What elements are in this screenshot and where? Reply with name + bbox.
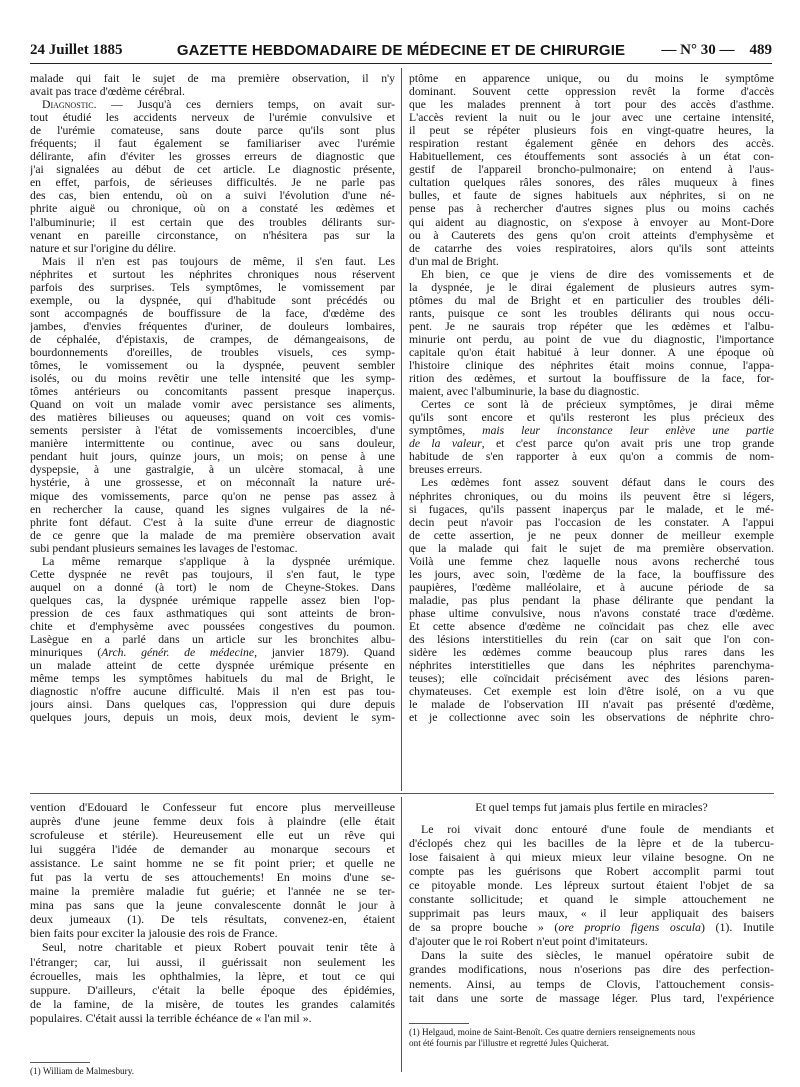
text-line: diagnostic n'offre aucune difficulté. Mais il n'en est pas tou-: [30, 685, 395, 699]
text-line: si fugaces, qu'ils passent inaperçus par le malade, et le mé-: [409, 502, 774, 516]
text-line: rants, puisque ce sont les troubles délirants qui nous occu-: [409, 306, 774, 320]
text-line: de céphalée, d'épistaxis, de crampes, de démangeaisons, de: [30, 332, 395, 346]
text-line: lose faisaient à qui mieux mieux leur vilaine besogne. On ne: [409, 850, 774, 865]
text-line: d'un mal de Bright.: [409, 254, 499, 268]
text-line: populaires. C'était aussi la terrible échéance de « l'an mil ».: [30, 1010, 312, 1025]
text-line: mique des vomissements, parce qu'on ne pense pas assez à: [30, 489, 395, 503]
text-line: Le roi vivait donc entouré d'une foule de mendiants et: [421, 822, 774, 836]
text-line: Diagnostic. — Jusqu'à ces derniers temps, on avait sur-: [42, 98, 395, 112]
text-line: teuses); elle coïncidait précisément avec des lésions paren-: [409, 672, 774, 686]
text-line: phase ultime convulsive, nous n'avons constaté trace d'œdème.: [409, 606, 774, 620]
text-line: venant en pareille circonstance, on n'hésitera pas sur la: [30, 228, 395, 242]
text-line: L'accès revient la nuit ou le jour avec une certaine intensité,: [409, 111, 774, 125]
text-line: maient, avec l'albuminurie, la base du diagnostic.: [409, 385, 640, 399]
text-line: parfois des surprises. Tels symptômes, le vomissement par: [30, 280, 395, 294]
footnote-line: ont été fournis par l'illustre et regretté Jules Quicherat.: [409, 1038, 609, 1048]
text-line: capitale qu'on était habitué à leur donner. A une époque où: [409, 345, 774, 359]
column-divider: [401, 68, 402, 791]
text-line: l'albuminurie; il est certain que des troubles délirants sur-: [30, 215, 395, 229]
text-line: gestif de l'appareil broncho-pulmonaire; on entend à l'aus-: [409, 163, 774, 177]
text-line: Cette dyspnée ne revêt pas toujours, il s'en faut, le type: [30, 567, 395, 581]
text-line: Eh bien, ce que je viens de dire des vomissements et de: [421, 267, 774, 281]
text-line: bien faits pour exciter la jalousie des rois de France.: [30, 926, 278, 941]
text-line: breuses erreurs.: [409, 463, 483, 477]
text-line: chite et d'emphysème avec poussées congestives du poumon.: [30, 619, 395, 633]
text-line: sements persister à l'état de vomissements incoercibles, d'une: [30, 424, 395, 438]
text-line: ptômes du mal de Bright et en particulier des troubles déli-: [409, 293, 774, 307]
text-line: de la famine, de la misère, de toutes les grandes calamités: [30, 996, 395, 1011]
text-line: tômes antérieurs ou concomitants passent presque inaperçus.: [30, 385, 395, 399]
text-line: rition des œdèmes, et surtout la bouffissure de la face, for-: [409, 372, 774, 386]
text-line: Lasègue en a parlé dans un article sur les bronchites albu-: [30, 633, 395, 647]
text-line: phrite aiguë ou chronique, où on a constaté les œdèmes et: [30, 202, 395, 216]
footnote-line: (1) Helgaud, moine de Saint-Benoît. Ces quatre derniers renseignements nous: [409, 1027, 696, 1037]
text-line: manière intermittente ou continue, avec ou sans douleur,: [30, 437, 395, 451]
text-line: des cas, bien entendu, où on a suivi l'évolution d'une né-: [30, 189, 395, 203]
text-line: ptôme en apparence unique, ou du moins le symptôme: [409, 72, 774, 85]
text-line: grandes modifications, nous n'oserions pas dire des perfection-: [409, 962, 774, 977]
text-line: Habituellement, ces étouffements sont associés à un état con-: [409, 150, 774, 164]
text-line: qui aident au diagnostic, on s'expose à envoyer au Mont-Dore: [409, 215, 774, 229]
footnote-rule: [30, 1062, 90, 1063]
text-line: constante sollicitude; et quand le simple attouchement ne: [409, 892, 774, 907]
text-line: délirante, afin d'éviter les grosses erreurs de diagnostic que: [30, 150, 395, 164]
text-line: de sa propre bouche » (ore proprio figens oscula) (1). Inutile: [409, 920, 774, 935]
text-line: de ce genre que la malade de ma première observation avait: [30, 528, 395, 542]
text-line: bourdonnements d'oreilles, de troubles visuels, ces symp-: [30, 345, 395, 359]
text-line: Mais il n'en est pas toujours de même, il s'en faut. Les: [42, 254, 395, 268]
issue-number: — N° 30 —: [661, 42, 735, 58]
text-line: compte pas les guérisons que Robert accomplit parmi tout: [409, 864, 774, 879]
text-line: néphrites chroniques, ou du moins ils peuvent être si légers,: [409, 489, 774, 503]
text-line: sidère les œdèmes comme beaucoup plus rares dans les: [409, 646, 774, 660]
text-line: la dyspnée, je le dirai également de plusieurs autres sym-: [409, 280, 774, 294]
text-line: dominant. Souvent cette oppression revêt la forme d'accès: [409, 85, 774, 99]
text-line: pression de ces faux asthmatiques qui sont atteints de bron-: [30, 606, 395, 620]
text-line: des lésions interstitielles du rein (car on sait que l'on con-: [409, 633, 774, 647]
text-line: tômes, le vomissement ou la dyspnée, peuvent sembler: [30, 359, 395, 373]
text-line: néphrites et surtout les néphrites chroniques nous réservent: [30, 267, 395, 281]
text-line: Les œdèmes font assez souvent défaut dans le cours des: [421, 476, 774, 490]
text-line: Certes ce sont là de précieux symptômes, je dirai même: [421, 398, 774, 412]
text-line: un malade atteint de cette dyspnée urémique présente en: [30, 659, 395, 673]
text-line: Et cette absence d'œdème ne coïncidait pas chez elle avec: [409, 619, 774, 633]
header-rule: [30, 63, 772, 64]
text-line: Quand on voit un malade vomir avec persistance ses aliments,: [30, 398, 395, 412]
text-line: nature et sur l'origine du délire.: [30, 241, 177, 255]
text-line: les jours, avec soin, l'œdème de la face, la bouffissure des: [409, 567, 774, 581]
text-line: écrouelles, mais les ophthalmies, la lèpre, et tout ce qui: [30, 968, 395, 983]
text-line: en effet, parfois, de sérieuses difficultés. Je ne parle pas: [30, 176, 395, 190]
text-line: même temps les symptômes habituels du mal de Bright, le: [30, 672, 395, 686]
text-line: sont accompagnés de bouffissure de la face, d'œdème des: [30, 306, 395, 320]
text-line: de catarrhe des voies respiratoires, alors qu'ils sont atteints: [409, 241, 774, 255]
text-line: Dans la suite des siècles, le manuel opératoire subit de: [421, 948, 774, 963]
text-line: ou à Cauterets des gens qu'on croit atteints d'emphysème et: [409, 228, 774, 242]
text-line: de cette assertion, je ne peux donner de meilleur exemple: [409, 528, 774, 542]
text-line: l'histoire clinique des néphrites était moins connue, l'appa-: [409, 359, 774, 373]
text-line: dyspepsie, à une gastralgie, à un ulcère stomacal, à une: [30, 463, 395, 477]
text-line: fréquents; il faut également se familiariser avec l'urémie: [30, 137, 395, 151]
text-line: isolés, ou du moins revêtir une telle intensité que les symp-: [30, 372, 395, 386]
text-line: decin peut n'avoir pas l'occasion de les constater. A l'appui: [409, 515, 774, 529]
text-line: quelques cas, la dyspnée urémique rappelle assez bien l'op-: [30, 593, 395, 607]
feuilleton-column-right: [409, 800, 774, 1048]
text-line: en rechercher la cause, quand les signes vulgaires de la né-: [30, 502, 395, 516]
issue-and-page: [661, 42, 772, 59]
text-line: subi pendant plusieurs semaines les lavages de l'estomac.: [30, 541, 298, 555]
text-line: pendant huit jours, quinze jours, un mois; on pense à une: [30, 450, 395, 464]
text-line: Voilà une femme chez laquelle nous avons recherché tous: [409, 554, 774, 568]
text-line: nements. Ainsi, au temps de Clovis, l'attouchement consis-: [409, 976, 774, 991]
text-line: quelques jours, depuis un mois, deux mois, devient le sym-: [30, 711, 395, 725]
text-line: avait pas trace d'œdème cérébral.: [30, 85, 185, 99]
text-line: bulles, et faute de signes habituels aux néphrites, si on ne: [409, 189, 774, 203]
text-line: hystérie, à une grossesse, et on méconnaît la nature uré-: [30, 476, 395, 490]
article-column-right: [409, 72, 774, 724]
pull-quote: Et quel temps fut jamais plus fertile en miracles?: [475, 800, 708, 814]
text-line: suppure. D'ailleurs, c'était la belle époque des épidémies,: [30, 982, 395, 997]
section-divider: [30, 793, 774, 794]
footnote: (1) William de Malmesbury.: [30, 1066, 134, 1076]
text-line: auquel on a donné (à tort) le nom de Cheyne-Stokes. Dans: [30, 580, 395, 594]
text-line: cultation quelques râles sonores, des râles muqueux à fines: [409, 176, 774, 190]
text-line: phrite font défaut. C'est à la suite d'une erreur de diagnostic: [30, 515, 395, 529]
text-line: tout étudié les accidents nerveux de l'urémie convulsive et: [30, 111, 395, 125]
text-line: qu'ils sont encore et qu'ils resteront les plus précieux des: [409, 411, 774, 425]
page-header: [30, 30, 772, 60]
text-line: maine la première maladie fut guérie; et l'année ne se ter-: [30, 884, 395, 899]
text-line: exemple, ou la dyspnée, qui d'habitude sont précédés ou: [30, 293, 395, 307]
text-line: pent. Je ne saurais trop répéter que les œdèmes et l'albu-: [409, 319, 774, 333]
page-number: 489: [749, 42, 772, 58]
text-line: chymateuses. Cet exemple est loin d'être isolé, on a vu que: [409, 685, 774, 699]
article-column-left: [30, 72, 395, 724]
text-line: paupières, l'œdème malléolaire, et à aucune période de sa: [409, 580, 774, 594]
text-line: La même remarque s'applique à la dyspnée urémique.: [42, 554, 395, 568]
text-line: mina pas sans que la jeune convalescente donnât le jour à: [30, 898, 395, 913]
text-line: que les malades prennent à tort pour des accès d'asthme.: [409, 98, 774, 112]
feuilleton-column-left: [30, 800, 395, 1076]
footnote-rule: [409, 1023, 469, 1024]
issue-date: 24 Juillet 1885: [30, 42, 123, 58]
text-line: symptômes, mais leur inconstance leur enlève une partie: [409, 424, 774, 438]
text-line: assistance. Le saint homme ne se fit point prier; et quelle ne: [30, 856, 395, 871]
text-line: malade qui fait le sujet de ma première observation, il n'y: [30, 72, 395, 85]
text-line: néphrites interstitielles que dans les néphrites parenchyma-: [409, 659, 774, 673]
text-line: supprimait pas leurs maux, « il leur appliquait des baisers: [409, 906, 774, 921]
text-line: ce pitoyable monde. Les lépreux surtout étaient l'objet de sa: [409, 878, 774, 893]
text-line: tait dans une sorte de massage léger. Plus tard, l'expérience: [409, 990, 774, 1005]
text-line: jambes, d'envies fréquentes d'uriner, de douleurs lombaires,: [30, 319, 395, 333]
text-line: des matières bilieuses ou aqueuses; quand on voit ces vomis-: [30, 411, 395, 425]
column-divider: [401, 797, 402, 1072]
text-line: d'éclopés chez qui les bacilles de la lèpre et de la tubercu-: [409, 836, 774, 851]
text-line: le malade de l'observation III n'avait pas présenté d'œdème,: [409, 698, 774, 712]
text-line: respiration restant également gênée en dehors des accès.: [409, 137, 774, 151]
text-line: deux jumeaux (1). De tels résultats, convenez-en, étaient: [30, 912, 395, 927]
text-line: vention d'Edouard le Confesseur fut encore plus merveilleuse: [30, 800, 395, 814]
text-line: pense pas à rechercher d'autres signes plus ou moins cachés: [409, 202, 774, 216]
text-line: habitude de s'en rapporter à eux qu'on a commis de nom-: [409, 450, 774, 464]
text-line: et je collectionne avec soin les observations de néphrite chro-: [409, 711, 774, 725]
text-line: scrofuleuse et stérile). Heureusement elle eut un rêve qui: [30, 828, 395, 843]
journal-title: GAZETTE HEBDOMADAIRE DE MÉDECINE ET DE CHIRURGIE: [176, 42, 626, 59]
text-line: jours ainsi. Dans quelques cas, l'oppression qui dure depuis: [30, 698, 395, 712]
text-line: d'ajouter que le roi Robert n'eut point d'imitateurs.: [409, 934, 648, 949]
text-line: maladie, pas plus pendant la phase délirante que pendant la: [409, 593, 774, 607]
text-line: minurie ont perdu, au point de vue du diagnostic, l'importance: [409, 332, 774, 346]
text-line: l'étranger; car, lui aussi, il guérissait non seulement les: [30, 954, 395, 969]
text-line: Seul, notre charitable et pieux Robert pouvait tenir tête à: [42, 940, 395, 955]
text-line: fut pas la vertu de ses attouchements! En moins d'une se-: [30, 870, 395, 885]
text-line: il peut se répéter plusieurs fois en vingt-quatre heures, la: [409, 124, 774, 138]
text-line: de la valeur, et c'est parce qu'on avait pris une trop grande: [409, 437, 774, 451]
text-line: j'ai signalées au début de cet article. Le diagnostic présente,: [30, 163, 395, 177]
text-line: auprès d'une jeune femme deux fois à plaindre (elle était: [30, 814, 395, 829]
text-line: de l'urémie comateuse, sans doute parce qu'ils sont plus: [30, 124, 395, 138]
text-line: que la malade qui fait le sujet de ma première observation.: [409, 541, 774, 555]
text-line: lui suggéra l'idée de demander au monarque secours et: [30, 842, 395, 857]
text-line: minuriques (Arch. génér. de médecine, janvier 1879). Quand: [30, 646, 395, 660]
